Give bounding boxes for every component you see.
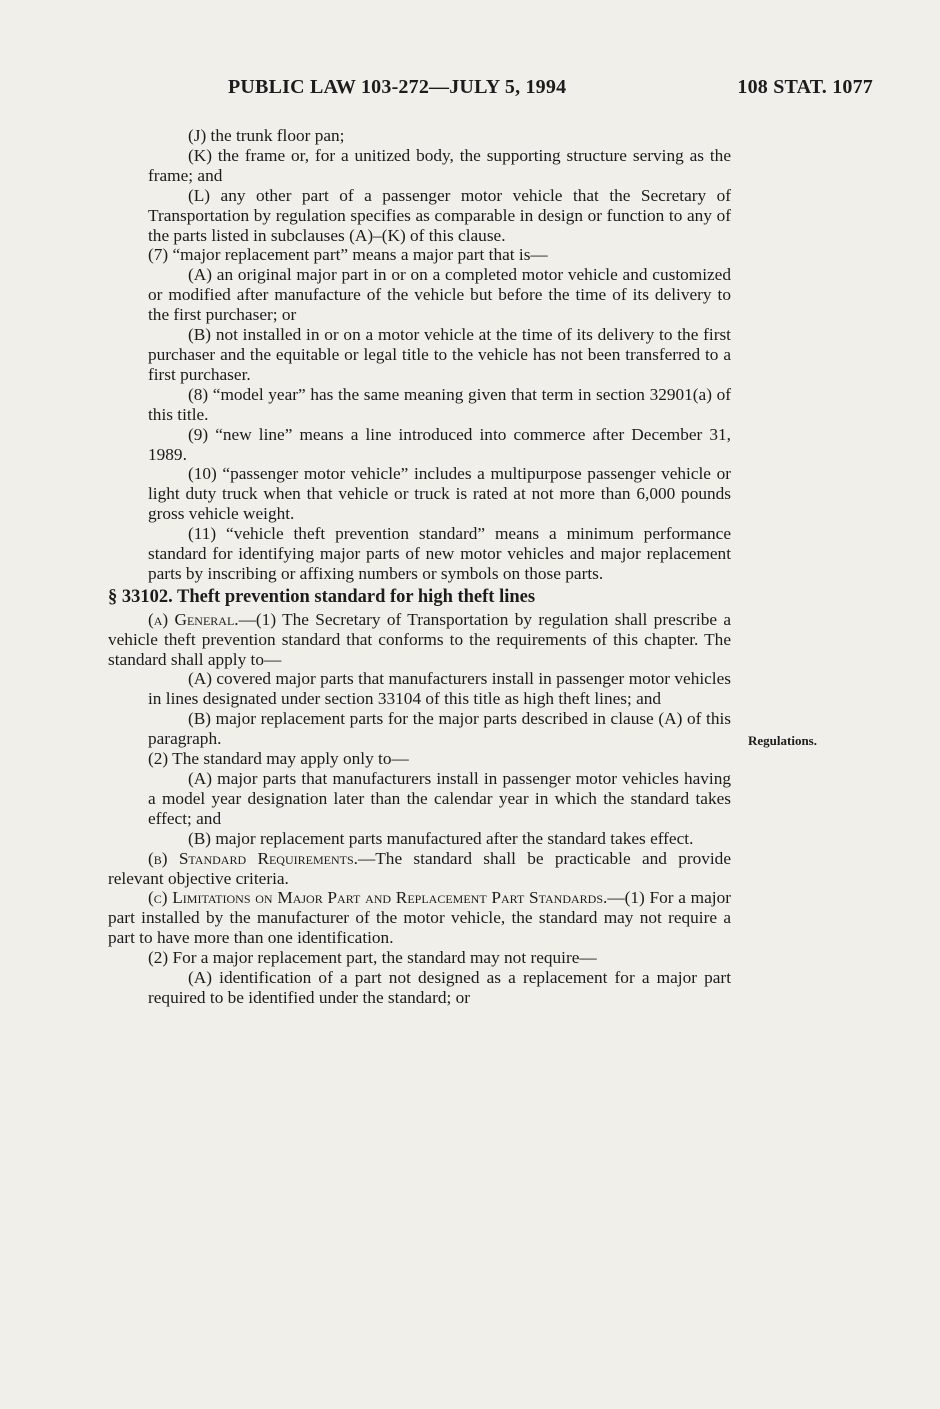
subsection-c — [108, 888, 731, 948]
subsection-a-text: —(1) The Secretary of Transportation by regulation shall prescribe a vehicle theft prevention standard that conforms to the requirements of this chapter. The standard shall apply to— — [108, 609, 732, 669]
clause-k: (K) the frame or, for a unitized body, the supporting structure serving as the frame; and — [148, 145, 731, 185]
subsection-a-label: (a) General. — [148, 609, 239, 629]
clause-j: (J) the trunk floor pan; — [188, 126, 345, 145]
header-stat-page: 108 STAT. 1077 — [737, 76, 873, 98]
subsection-a-2-a: (A) major parts that manufacturers install in passenger motor vehicles having a model year designation later than the calendar year in which the standard takes effect; and — [148, 769, 731, 828]
subsection-c-text: —(1) For a major part installed by the manufacturer of the motor vehicle, the standard may not require a part to have more than one identification. — [108, 888, 731, 948]
subsection-a — [108, 610, 731, 670]
subsection-c-2-a: (A) identification of a part not designed as a replacement for a major part required to be identified under the standard; or — [148, 968, 731, 1007]
section-heading: § 33102. Theft prevention standard for high theft lines — [108, 586, 536, 607]
subsection-a-2-b: (B) major replacement parts manufactured after the standard takes effect. — [188, 828, 694, 848]
body-text — [108, 126, 731, 1008]
subsection-c-2: (2) For a major replacement part, the standard may not require— — [148, 948, 597, 968]
paragraph-8: (8) “model year” has the same meaning given that term in section 32901(a) of this title. — [148, 384, 731, 424]
subsection-b-label: (b) Standard Requirements. — [148, 848, 358, 868]
header-public-law: PUBLIC LAW 103-272—JULY 5, 1994 — [228, 76, 567, 98]
subsection-a-2: (2) The standard may apply only to— — [148, 749, 409, 769]
paragraph-10: (10) “passenger motor vehicle” includes a multipurpose passenger vehicle or light duty truck when that vehicle or truck is rated at not more than 6,000 pounds gross vehicle weight. — [148, 464, 731, 524]
subsection-a-1-b: (B) major replacement parts for the major parts described in clause (A) of this paragraph. — [148, 709, 731, 749]
clause-l: (L) any other part of a passenger motor vehicle that the Secretary of Transportation by regulation specifies as comparable in design or function to any of the parts listed in subclauses (A)–(K) of this clause. — [148, 185, 731, 245]
subsection-b-text: —The standard shall be practicable and provide relevant objective criteria. — [108, 848, 731, 888]
running-header — [228, 76, 873, 104]
subsection-a-1-a: (A) covered major parts that manufacturers install in passenger motor vehicles in lines designated under section 33104 of this title as high theft lines; and — [148, 669, 731, 709]
paragraph-9: (9) “new line” means a line introduced into commerce after December 31, 1989. — [148, 424, 731, 464]
paragraph-7: (7) “major replacement part” means a major part that is— — [148, 245, 548, 265]
margin-note-regulations: Regulations. — [748, 733, 817, 748]
paragraph-7-b: (B) not installed in or on a motor vehicle at the time of its delivery to the first purchaser and the equitable or legal title to the vehicle has not been transferred to a first purchaser. — [148, 325, 731, 384]
paragraph-11: (11) “vehicle theft prevention standard” means a minimum performance standard for identifying major parts of new motor vehicles and major replacement parts by inscribing or affixing numbers or symbols on those parts. — [148, 524, 731, 583]
paragraph-7-a: (A) an original major part in or on a completed motor vehicle and customized or modified after manufacture of the vehicle but before the time of its delivery to the first purchaser; or — [148, 265, 731, 325]
subsection-c-label: (c) Limitations on Major Part and Replacement Part Standards. — [148, 888, 608, 908]
subsection-b — [108, 849, 731, 889]
